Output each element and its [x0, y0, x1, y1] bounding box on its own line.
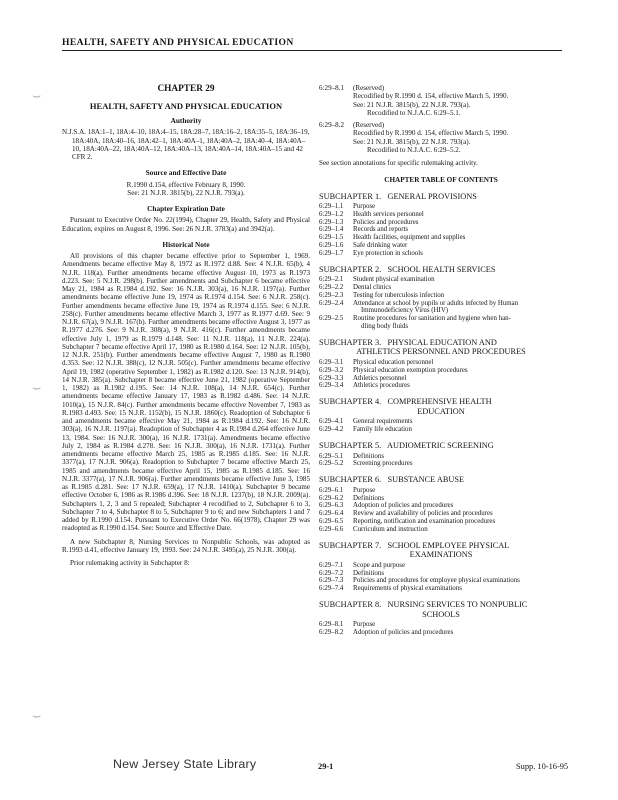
toc-section-number: 6:29–5.1	[319, 452, 344, 460]
see-annotations-note: See section annotations for specific rulemaking activity.	[319, 159, 478, 167]
toc-entry[interactable]	[319, 359, 563, 367]
toc-section-title: Athletics procedures	[353, 382, 410, 390]
recodified-to: Recodified to N.J.A.C. 6:29–5.2.	[367, 145, 461, 154]
toc-section-number: 6:29–1.5	[319, 234, 344, 242]
chapter-number: CHAPTER 29	[157, 84, 215, 94]
margin-mark: ⌣	[32, 88, 42, 104]
library-stamp: New Jersey State Library	[113, 757, 257, 771]
section-number: 6:29–8.1	[319, 84, 345, 92]
toc-entry[interactable]	[319, 621, 563, 629]
toc-section-title: Purpose	[353, 486, 376, 494]
toc-section-number: 6:29–7.3	[319, 577, 344, 585]
toc-entry[interactable]	[319, 382, 563, 390]
toc-section-title-cont: dling body fluids	[361, 323, 409, 331]
margin-mark: ⌣	[32, 380, 42, 396]
toc-entry[interactable]	[319, 203, 563, 211]
subchapter-title: SUBCHAPTER 3. PHYSICAL EDUCATION AND	[319, 337, 497, 347]
toc-entry[interactable]	[319, 460, 563, 468]
toc-section-title: Definitions	[353, 452, 385, 460]
toc-section-number: 6:29–1.1	[319, 203, 344, 211]
subchapter-title: SUBCHAPTER 7. SCHOOL EMPLOYEE PHYSICAL	[319, 540, 510, 550]
subchapter-title-cont: ATHLETICS PERSONNEL AND PROCEDURES	[356, 347, 526, 357]
toc-entry[interactable]	[319, 418, 563, 426]
source-line: R.1990 d.154, effective February 8, 1990.	[126, 180, 246, 189]
toc-section-number: 6:29–7.2	[319, 569, 344, 577]
table-of-contents	[319, 192, 563, 637]
toc-section-number: 6:29–6.3	[319, 502, 344, 510]
source-heading: Source and Effective Date	[145, 168, 227, 178]
toc-section-number: 6:29–2.4	[319, 299, 344, 307]
toc-section-number: 6:29–6.5	[319, 517, 344, 525]
expiration-heading: Chapter Expiration Date	[147, 204, 225, 213]
historical-note-text: All provisions of this chapter became effective prior to September 1, 1969. Amendments became effective May 8, 1972 as R.1972 d.88. See: 4 N.J.R. 65(b), 4 N.J.R. 118(a). Further amendments became effective August 10, 1973 as R.1973 d.223. See: 5 N.J.R. 298(b). Further amendments and Subchapter 6 became effective May 21, 1984 as R.1984 d.192. See: 16 N.J.R. 303(a), 16 N.J.R. 1197(a). Further amendments became effective June 19, 1974 as R.1974 d.154. See: 6 N.J.R. 258(c). Further amendments became effective June 19, 1974 as R.1974 d.155. See: 6 N.J.R. 258(c). Further amendments became effective March 3, 1977 as R.1977 d.69. See: 9 N.J.R. 67(a), 9 N.J.R. 167(b). Further amendments became effective August 3, 1977 as R.1977 d.276. See: 9 N.J.R. 308(a), 9 N.J.R. 416(c). Further amendments became effective July 1, 1979 as R.1979 d.148. See: 11 N.J.R. 118(a), 11 N.J.R. 224(a). Subchapter 7 became effective April 17, 1980 as R.1980 d.164. See: 12 N.J.R. 105(b), 12 N.J.R. 251(b). Further amendments became effective August 7, 1980 as R.1980 d.353. See: 12 N.J.R. 388(c), 12 N.J.R. 505(c). Further amendments became effective April 19, 1982 (operative September 1, 1982) as R.1982 d.120. See: 13 N.J.R. 914(b), 14 N.J.R. 385(a). Subchapter 8 became effective June 21, 1982 (operative September 1, 1982) as R.1982 d.195. See: 14 N.J.R. 108(a), 14 N.J.R. 654(c). Further amendments became effective January 17, 1983 as R.1982 d.486. See: 14 N.J.R. 1010(a), 15 N.J.R. 84(c). Further amendments became effective November 7, 1983 as R.1983 d.493. See: 15 N.J.R. 1152(b), 15 N.J.R. 1860(c). Readoption of Subchapter 6 and amendments became effective May 21, 1984 as R.1984 d.192. See: 16 N.J.R. 303(a), 16 N.J.R. 1197(a). Readoption of Subchapter 4 as R.1984 d.264 effective June 13, 1984. See: 16 N.J.R. 300(a), 16 N.J.R. 1731(a). Amendments became effective July 2, 1984 as R.1984 d.278. See: 16 N.J.R. 300(a), 16 N.J.R. 1731(a). Further amendments became effective March 25, 1985 as R.1985 d.185. See: 16 N.J.R. 3377(a), 17 N.J.R. 906(a). Readoption to Subchapter 7 became effective March 25, 1985 and amendments became effective April 15, 1985 as R.1985 d.185. See: 16 N.J.R. 3377(a), 17 N.J.R. 906(a). Further amendments became effective June 3, 1985 as R.1985 d.281. See: 17 N.J.R. 659(a), 17 N.J.R. 1410(a). Subchapter 9 became effective October 6, 1986 as R.1986 d.396. See: 18 N.J.R. 1237(b), 18 N.J.R. 2009(a). Subchapters 1, 2, 3 and 5 repealed; Subchapter 4 recodified to 2, Subchapter 6 to 3, Subchapter 7 to 4, Subchapter 8 to 5, Subchapter 9 to 6; and new Subchapters 1 and 7 added by R.1990 d.154. Pursuant to Executive Order No. 66(1978), Chapter 29 was readopted as R.1990 d.154. See: Source and Effective Date.	[62, 252, 310, 533]
subchapter-title-cont: EXAMINATIONS	[409, 550, 473, 560]
toc-entry[interactable]	[319, 284, 563, 292]
toc-section-title: Screening procedures	[353, 460, 413, 468]
toc-section-title: Reporting, notification and examination procedures	[353, 517, 496, 525]
toc-section-number: 6:29–1.3	[319, 218, 344, 226]
reserved-status: (Reserved)	[353, 121, 385, 129]
subchapter-title: SUBCHAPTER 1. GENERAL PROVISIONS	[319, 191, 477, 201]
authority-text: N.J.S.A. 18A:1–1, 18A:4–10, 18A:4–15, 18A:28–7, 18A:16–2, 18A:35–5, 18A:36–19, 18A:40A, 18A:40–16, 18A:42–1, 18A:40A–1, 18A:40A–2, 18A:40–4, 18A:40A–10, 18A:40A–22, 18A:40A–12, 18A:40A–13, 18A:40A–14, 18A:40A–15 and 42 CFR 2.	[62, 128, 310, 161]
toc-section-title: Physical education exemption procedures	[353, 366, 468, 374]
toc-section-title: Records and reports	[353, 226, 409, 234]
toc-section-title: Review and availability of policies and procedures	[353, 510, 493, 518]
authority-heading: Authority	[170, 116, 202, 125]
section-number: 6:29–8.2	[319, 121, 345, 129]
subchapter-title: SUBCHAPTER 4. COMPREHENSIVE HEALTH	[319, 397, 492, 407]
toc-entry[interactable]	[319, 526, 563, 534]
toc-section-number: 6:29–8.1	[319, 621, 344, 629]
toc-section-title: Safe drinking water	[353, 242, 408, 250]
toc-entry[interactable]	[319, 502, 563, 510]
toc-entry[interactable]	[319, 629, 563, 637]
toc-entry[interactable]	[319, 219, 563, 227]
toc-entry[interactable]	[319, 234, 563, 242]
toc-section-number: 6:29–2.2	[319, 284, 344, 292]
toc-section-number: 6:29–1.6	[319, 242, 344, 250]
toc-section-title: Physical education personnel	[353, 359, 434, 367]
subchapter-heading	[319, 475, 563, 485]
toc-entry[interactable]	[319, 495, 563, 503]
margin-mark: ⌣	[32, 708, 42, 724]
source-see: See: 21 N.J.R. 3815(b), 22 N.J.R. 793(a).	[127, 188, 245, 197]
toc-section-number: 6:29–6.6	[319, 525, 344, 533]
toc-section-title: Family life education	[353, 426, 412, 434]
chapter-title: HEALTH, SAFETY AND PHYSICAL EDUCATION	[89, 101, 283, 111]
toc-section-title: Scope and purpose	[353, 561, 406, 569]
see-line: See: 21 N.J.R. 3815(b), 22 N.J.R. 793(a).	[353, 100, 471, 109]
toc-section-title: Policies and procedures for employee physical examinations	[353, 577, 520, 585]
toc-section-number: 6:29–4.2	[319, 426, 344, 434]
toc-section-title: Health services personnel	[353, 210, 424, 218]
toc-section-title: Student physical examination	[353, 276, 435, 284]
toc-entry[interactable]	[319, 570, 563, 578]
toc-entry[interactable]	[319, 292, 563, 300]
toc-section-number: 6:29–4.1	[319, 418, 344, 426]
toc-heading: CHAPTER TABLE OF CONTENTS	[384, 176, 498, 185]
toc-section-title: Curriculum and instruction	[353, 525, 428, 533]
toc-section-title: Policies and procedures	[353, 218, 419, 226]
toc-section-title: Requirements of physical examinations	[353, 585, 462, 593]
toc-section-number: 6:29–7.4	[319, 585, 344, 593]
subchapter-heading	[319, 541, 563, 560]
toc-entry[interactable]	[319, 211, 563, 219]
reserved-status: (Reserved)	[353, 84, 385, 92]
toc-entry[interactable]	[319, 487, 563, 495]
toc-section-title: Purpose	[353, 203, 376, 211]
toc-entry[interactable]	[319, 426, 563, 434]
toc-entry[interactable]	[319, 510, 563, 518]
toc-section-number: 6:29–6.1	[319, 486, 344, 494]
recodified-line: Recodified by R.1990 d. 154, effective March 5, 1990.	[353, 92, 509, 101]
toc-entry[interactable]	[319, 315, 563, 331]
toc-section-title-cont: Immunodeficiency Virus (HIV)	[361, 307, 449, 315]
toc-section-number: 6:29–1.2	[319, 210, 344, 218]
toc-entry[interactable]	[319, 250, 563, 258]
toc-section-title: Routine procedures for sanitation and hygiene when han-	[353, 315, 511, 323]
toc-section-number: 6:29–6.4	[319, 510, 344, 518]
toc-section-number: 6:29–3.2	[319, 366, 344, 374]
toc-entry[interactable]	[319, 242, 563, 250]
toc-section-number: 6:29–6.2	[319, 494, 344, 502]
reserved-entry	[319, 121, 563, 154]
subchapter-title-cont: EDUCATION	[417, 406, 465, 416]
subchapter-heading	[319, 600, 563, 619]
expiration-text: Pursuant to Executive Order No. 22(1994), Chapter 29, Health, Safety and Physical Education, expires on August 8, 1996. See: 26 N.J.R. 3783(a) and 3942(a).	[62, 216, 310, 233]
toc-entry[interactable]	[319, 518, 563, 526]
toc-entry[interactable]	[319, 577, 563, 585]
toc-section-title: Health facilities, equipment and supplies	[353, 234, 466, 242]
reserved-entry	[319, 84, 563, 117]
recodified-line: Recodified by R.1990 d. 154, effective March 5, 1990.	[353, 129, 509, 138]
toc-section-title: Attendance at school by pupils or adults infected by Human	[353, 299, 519, 307]
toc-section-title: Dental clinics	[353, 284, 392, 292]
supplement-date: Supp. 10-16-95	[516, 762, 569, 771]
toc-section-title: Adoption of policies and procedures	[353, 502, 454, 510]
historical-note-subchapter8: A new Subchapter 8, Nursing Services to Nonpublic Schools, was adopted as R.1993 d.41, effective January 19, 1993. See: 24 N.J.R. 3495(a), 25 N.J.R. 300(a).	[62, 537, 310, 554]
toc-section-title: Eye protection in schools	[353, 249, 423, 257]
running-header: HEALTH, SAFETY AND PHYSICAL EDUCATION	[62, 37, 562, 51]
toc-entry[interactable]	[319, 375, 563, 383]
subchapter-heading	[319, 441, 563, 451]
toc-entry[interactable]	[319, 367, 563, 375]
toc-entry[interactable]	[319, 585, 563, 593]
toc-section-number: 6:29–2.3	[319, 291, 344, 299]
toc-section-number: 6:29–2.1	[319, 276, 344, 284]
toc-entry[interactable]	[319, 276, 563, 284]
toc-section-number: 6:29–3.4	[319, 382, 344, 390]
historical-note-prior: Prior rulemaking activity in Subchapter 8:	[70, 559, 190, 567]
toc-section-number: 6:29–1.7	[319, 249, 344, 257]
subchapter-title: SUBCHAPTER 5. AUDIOMETRIC SCREENING	[319, 441, 494, 450]
see-line: See: 21 N.J.R. 3815(b), 22 N.J.R. 793(a).	[353, 137, 471, 146]
subchapter-heading	[319, 265, 563, 275]
toc-entry[interactable]	[319, 226, 563, 234]
toc-section-number: 6:29–2.5	[319, 315, 344, 323]
toc-section-number: 6:29–3.1	[319, 359, 344, 367]
toc-section-title: Purpose	[353, 621, 376, 629]
recodified-to: Recodified to N.J.A.C. 6:29–5.1.	[367, 108, 461, 117]
subchapter-title: SUBCHAPTER 2. SCHOOL HEALTH SERVICES	[319, 264, 496, 274]
toc-section-title: Definitions	[353, 494, 385, 502]
subchapter-title-cont: SCHOOLS	[422, 609, 460, 619]
subchapter-heading	[319, 192, 563, 202]
page-number: 29-1	[318, 762, 334, 771]
toc-section-title: General requirements	[353, 418, 413, 426]
toc-entry[interactable]	[319, 562, 563, 570]
toc-section-number: 6:29–1.4	[319, 226, 344, 234]
toc-entry[interactable]	[319, 300, 563, 316]
toc-section-number: 6:29–5.2	[319, 460, 344, 468]
left-column	[62, 84, 310, 567]
subchapter-heading	[319, 397, 563, 416]
toc-section-title: Testing for tuberculosis infection	[353, 291, 445, 299]
toc-section-number: 6:29–3.3	[319, 374, 344, 382]
toc-entry[interactable]	[319, 453, 563, 461]
right-column	[319, 84, 563, 637]
historical-note-heading: Historical Note	[162, 239, 210, 249]
subchapter-title: SUBCHAPTER 8. NURSING SERVICES TO NONPUBLIC	[319, 599, 528, 609]
subchapter-heading	[319, 338, 563, 357]
subchapter-title: SUBCHAPTER 6. SUBSTANCE ABUSE	[319, 475, 465, 485]
toc-section-title: Athletics personnel	[353, 374, 407, 382]
toc-section-number: 6:29–8.2	[319, 628, 344, 636]
toc-section-title: Definitions	[353, 569, 385, 577]
toc-section-title: Adoption of policies and procedures	[353, 628, 454, 636]
toc-section-number: 6:29–7.1	[319, 561, 344, 569]
